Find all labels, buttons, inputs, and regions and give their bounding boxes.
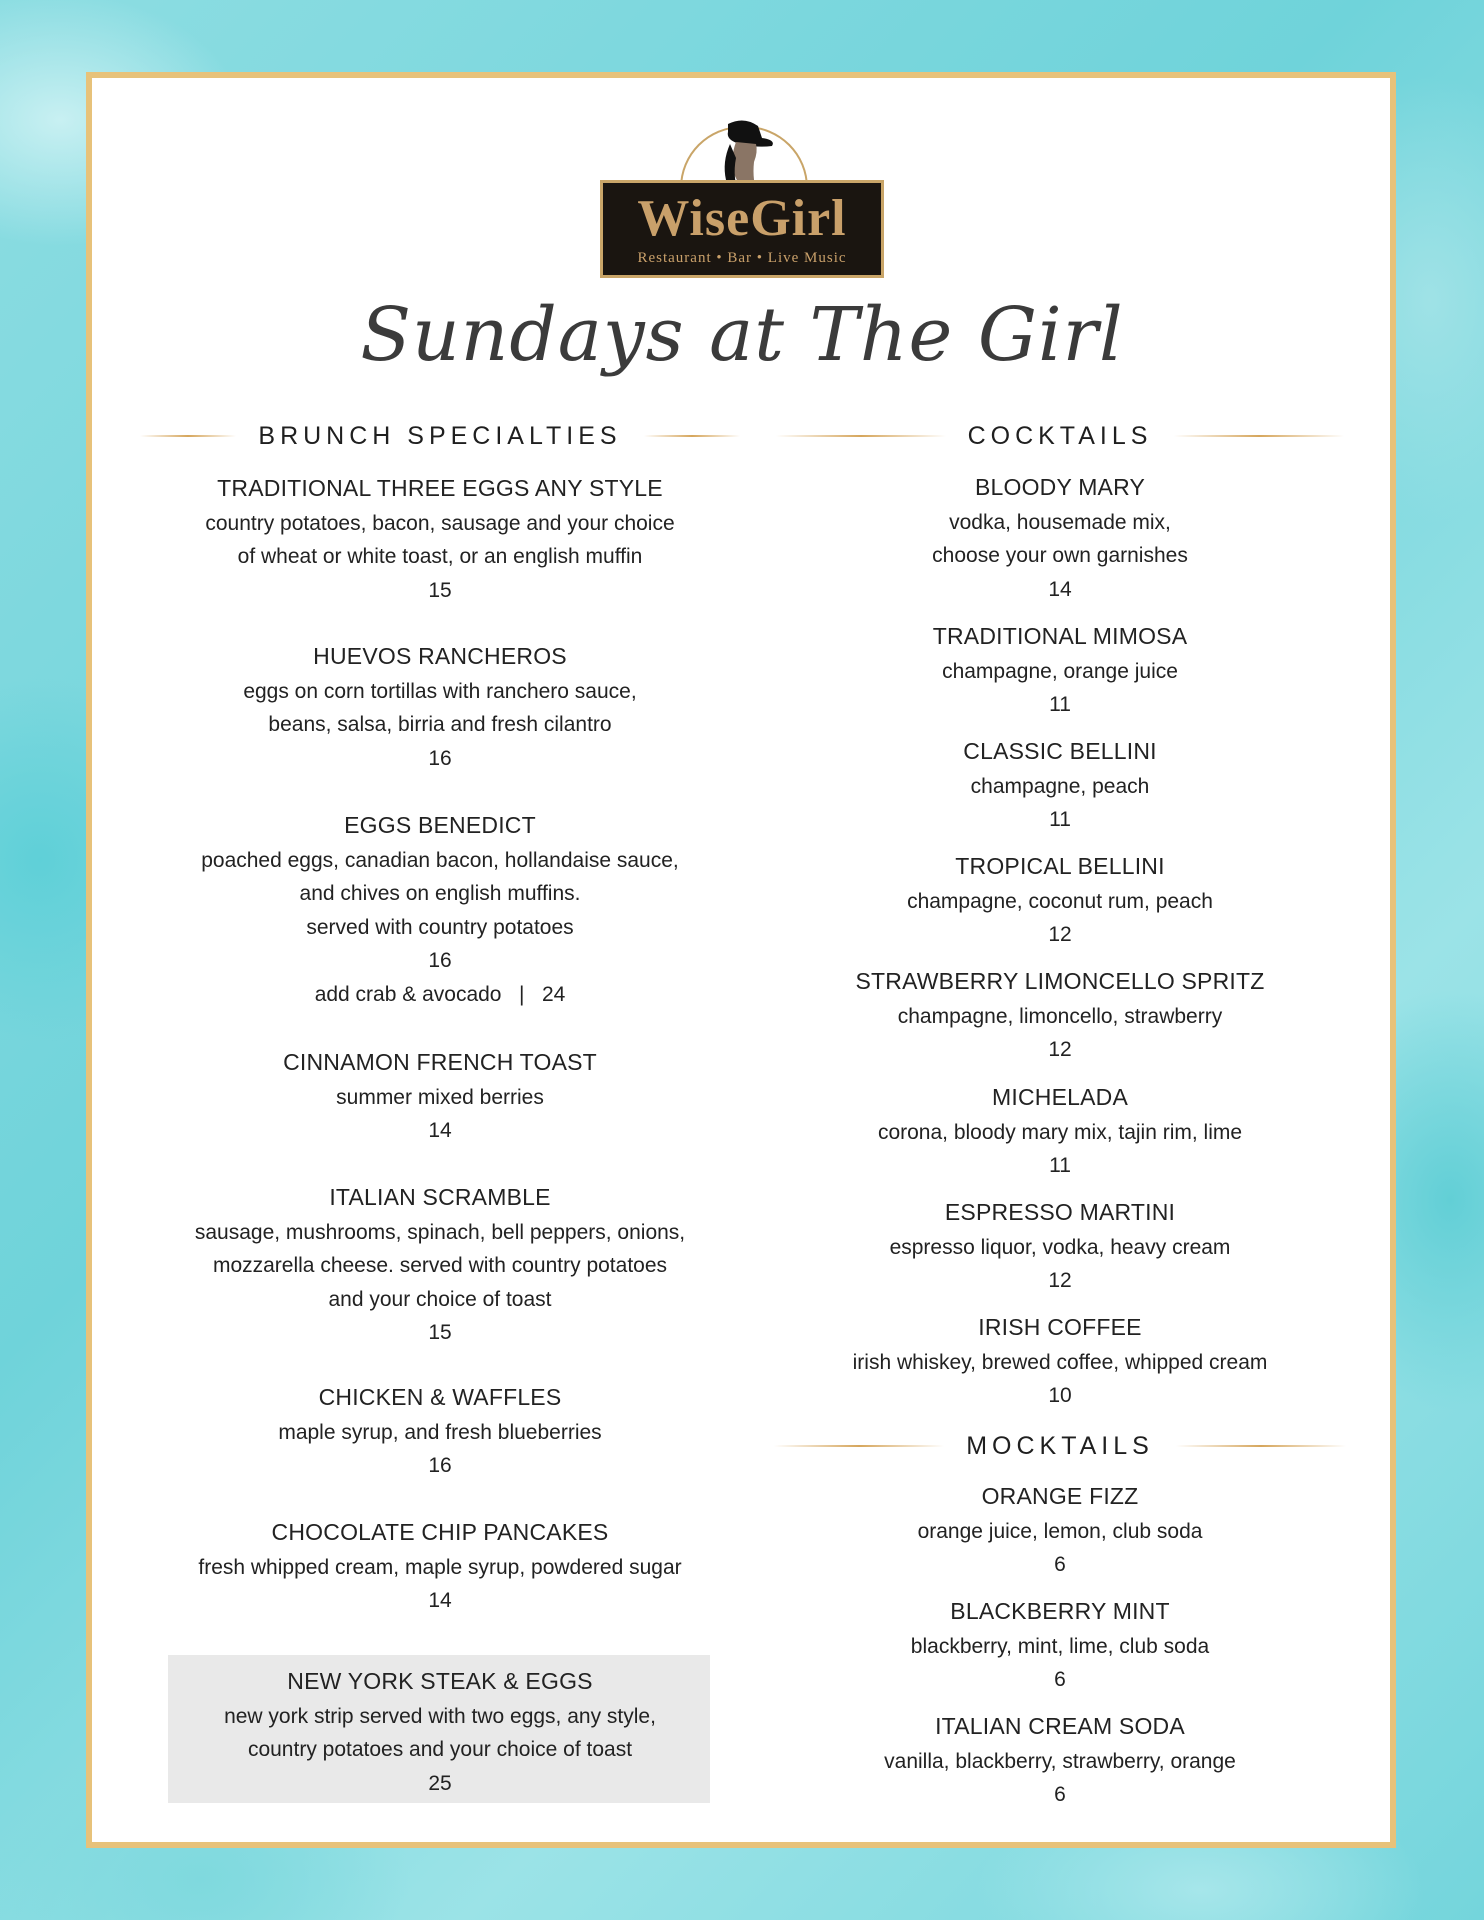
drink-blackberry-mint bbox=[780, 1595, 1340, 1697]
logo-plate bbox=[600, 180, 884, 278]
item-name: ITALIAN SCRAMBLE bbox=[329, 1184, 551, 1210]
logo-subtitle: Restaurant • Bar • Live Music bbox=[637, 250, 847, 266]
drink-name: TROPICAL BELLINI bbox=[955, 853, 1165, 879]
drink-strawberry-limoncello-spritz bbox=[780, 965, 1340, 1067]
gold-rule bbox=[1174, 435, 1344, 437]
gold-rule bbox=[140, 435, 236, 437]
mocktails-heading bbox=[780, 1426, 1340, 1466]
drink-price: 12 bbox=[1048, 1269, 1072, 1292]
menu-item-chicken-waffles bbox=[160, 1381, 720, 1483]
menu-item-french-toast bbox=[160, 1046, 720, 1148]
drink-desc: blackberry, mint, lime, club soda bbox=[910, 1634, 1210, 1658]
item-desc: and chives on english muffins. bbox=[299, 882, 581, 905]
menu-item-three-eggs bbox=[160, 472, 720, 607]
item-price: 15 bbox=[428, 1321, 452, 1344]
drink-name: ITALIAN CREAM SODA bbox=[935, 1713, 1185, 1739]
drink-price: 14 bbox=[1048, 577, 1072, 601]
item-name: CHICKEN & WAFFLES bbox=[318, 1384, 562, 1410]
drink-price: 12 bbox=[1048, 923, 1072, 946]
drink-classic-bellini bbox=[780, 735, 1340, 837]
item-desc: and your choice of toast bbox=[328, 1287, 552, 1311]
item-price: 16 bbox=[428, 746, 452, 770]
item-name: NEW YORK STEAK & EGGS bbox=[287, 1668, 593, 1694]
brunch-heading-label: BRUNCH SPECIALTIES bbox=[258, 421, 622, 450]
menu-item-eggs-benedict bbox=[160, 809, 720, 1011]
item-price: 14 bbox=[428, 1589, 452, 1612]
item-name: CINNAMON FRENCH TOAST bbox=[283, 1049, 597, 1075]
logo-name: WiseGirl bbox=[637, 190, 847, 247]
drink-italian-cream-soda bbox=[780, 1710, 1340, 1812]
gold-rule bbox=[774, 1445, 944, 1447]
drink-name: CLASSIC BELLINI bbox=[963, 738, 1157, 764]
drink-name: BLOODY MARY bbox=[974, 474, 1146, 500]
drink-desc: orange juice, lemon, club soda bbox=[917, 1519, 1203, 1543]
item-desc: mozzarella cheese. served with country potatoes bbox=[212, 1254, 668, 1277]
item-desc: country potatoes and your choice of toast bbox=[247, 1738, 633, 1761]
drink-name: IRISH COFFEE bbox=[978, 1314, 1142, 1340]
gold-rule bbox=[776, 435, 946, 437]
drink-name: STRAWBERRY LIMONCELLO SPRITZ bbox=[855, 968, 1265, 994]
item-price: 14 bbox=[428, 1119, 452, 1142]
brunch-heading bbox=[160, 416, 720, 456]
item-name: EGGS BENEDICT bbox=[344, 812, 536, 838]
drink-name: ORANGE FIZZ bbox=[981, 1483, 1139, 1509]
drink-bloody-mary bbox=[780, 471, 1340, 606]
drink-desc: champagne, peach bbox=[970, 774, 1150, 798]
item-price: 15 bbox=[428, 578, 452, 602]
item-name: HUEVOS RANCHEROS bbox=[313, 643, 567, 669]
menu-item-steak-eggs bbox=[160, 1665, 720, 1800]
item-desc: served with country potatoes bbox=[306, 915, 574, 939]
drink-espresso-martini bbox=[780, 1196, 1340, 1298]
drink-name: BLACKBERRY MINT bbox=[950, 1598, 1170, 1624]
drink-price: 11 bbox=[1049, 808, 1071, 831]
item-price: 16 bbox=[428, 949, 452, 972]
cocktails-heading-label: COCKTAILS bbox=[967, 421, 1153, 450]
drink-price: 10 bbox=[1048, 1384, 1072, 1407]
drink-desc: champagne, orange juice bbox=[942, 659, 1178, 683]
drink-price: 11 bbox=[1049, 693, 1071, 716]
gold-rule bbox=[644, 435, 740, 437]
drink-desc: vanilla, blackberry, strawberry, orange bbox=[884, 1749, 1236, 1773]
drink-tropical-bellini bbox=[780, 850, 1340, 952]
drink-name: ESPRESSO MARTINI bbox=[944, 1199, 1176, 1225]
drink-desc: espresso liquor, vodka, heavy cream bbox=[889, 1235, 1231, 1259]
item-desc: beans, salsa, birria and fresh cilantro bbox=[268, 713, 612, 736]
drink-traditional-mimosa bbox=[780, 620, 1340, 722]
item-desc: of wheat or white toast, or an english muffin bbox=[237, 545, 643, 568]
page-title: Sundays at The Girl bbox=[360, 292, 1124, 378]
drink-name: TRADITIONAL MIMOSA bbox=[932, 623, 1188, 649]
drink-desc: vodka, housemade mix, bbox=[949, 510, 1171, 534]
item-desc: eggs on corn tortillas with ranchero sauce, bbox=[243, 679, 637, 703]
drink-desc: champagne, coconut rum, peach bbox=[907, 889, 1213, 913]
item-desc: new york strip served with two eggs, any style, bbox=[224, 1704, 656, 1728]
cocktails-heading bbox=[780, 416, 1340, 456]
item-desc: poached eggs, canadian bacon, hollandaise sauce, bbox=[201, 848, 679, 872]
drink-irish-coffee bbox=[780, 1311, 1340, 1413]
drink-desc: champagne, limoncello, strawberry bbox=[897, 1004, 1223, 1028]
gold-rule bbox=[1176, 1445, 1346, 1447]
drink-desc: choose your own garnishes bbox=[932, 544, 1188, 567]
drink-orange-fizz bbox=[780, 1480, 1340, 1582]
mocktails-heading-label: MOCKTAILS bbox=[966, 1431, 1154, 1460]
drink-michelada bbox=[780, 1081, 1340, 1183]
item-name: CHOCOLATE CHIP PANCAKES bbox=[271, 1519, 609, 1545]
drink-price: 11 bbox=[1049, 1154, 1071, 1177]
drink-name: MICHELADA bbox=[992, 1084, 1128, 1110]
drink-price: 6 bbox=[1054, 1668, 1066, 1691]
item-desc: maple syrup, and fresh blueberries bbox=[278, 1420, 602, 1444]
item-name: TRADITIONAL THREE EGGS ANY STYLE bbox=[217, 475, 663, 501]
drink-price: 6 bbox=[1054, 1553, 1066, 1576]
wisegirl-logo bbox=[600, 118, 884, 282]
menu-item-chocolate-chip-pancakes bbox=[160, 1516, 720, 1618]
item-desc: sausage, mushrooms, spinach, bell peppers, onions, bbox=[194, 1220, 686, 1244]
item-desc: fresh whipped cream, maple syrup, powdered sugar bbox=[198, 1555, 682, 1579]
drink-price: 12 bbox=[1048, 1038, 1072, 1061]
item-price: 25 bbox=[428, 1771, 452, 1795]
drink-desc: irish whiskey, brewed coffee, whipped cream bbox=[852, 1350, 1268, 1374]
drink-price: 6 bbox=[1054, 1783, 1066, 1806]
item-addon: add crab & avocado | 24 bbox=[314, 982, 566, 1006]
item-price: 16 bbox=[428, 1454, 452, 1477]
item-desc: summer mixed berries bbox=[336, 1085, 544, 1109]
menu-item-italian-scramble bbox=[160, 1181, 720, 1350]
drink-desc: corona, bloody mary mix, tajin rim, lime bbox=[877, 1120, 1243, 1144]
item-desc: country potatoes, bacon, sausage and your choice bbox=[205, 511, 675, 535]
menu-item-huevos-rancheros bbox=[160, 640, 720, 775]
